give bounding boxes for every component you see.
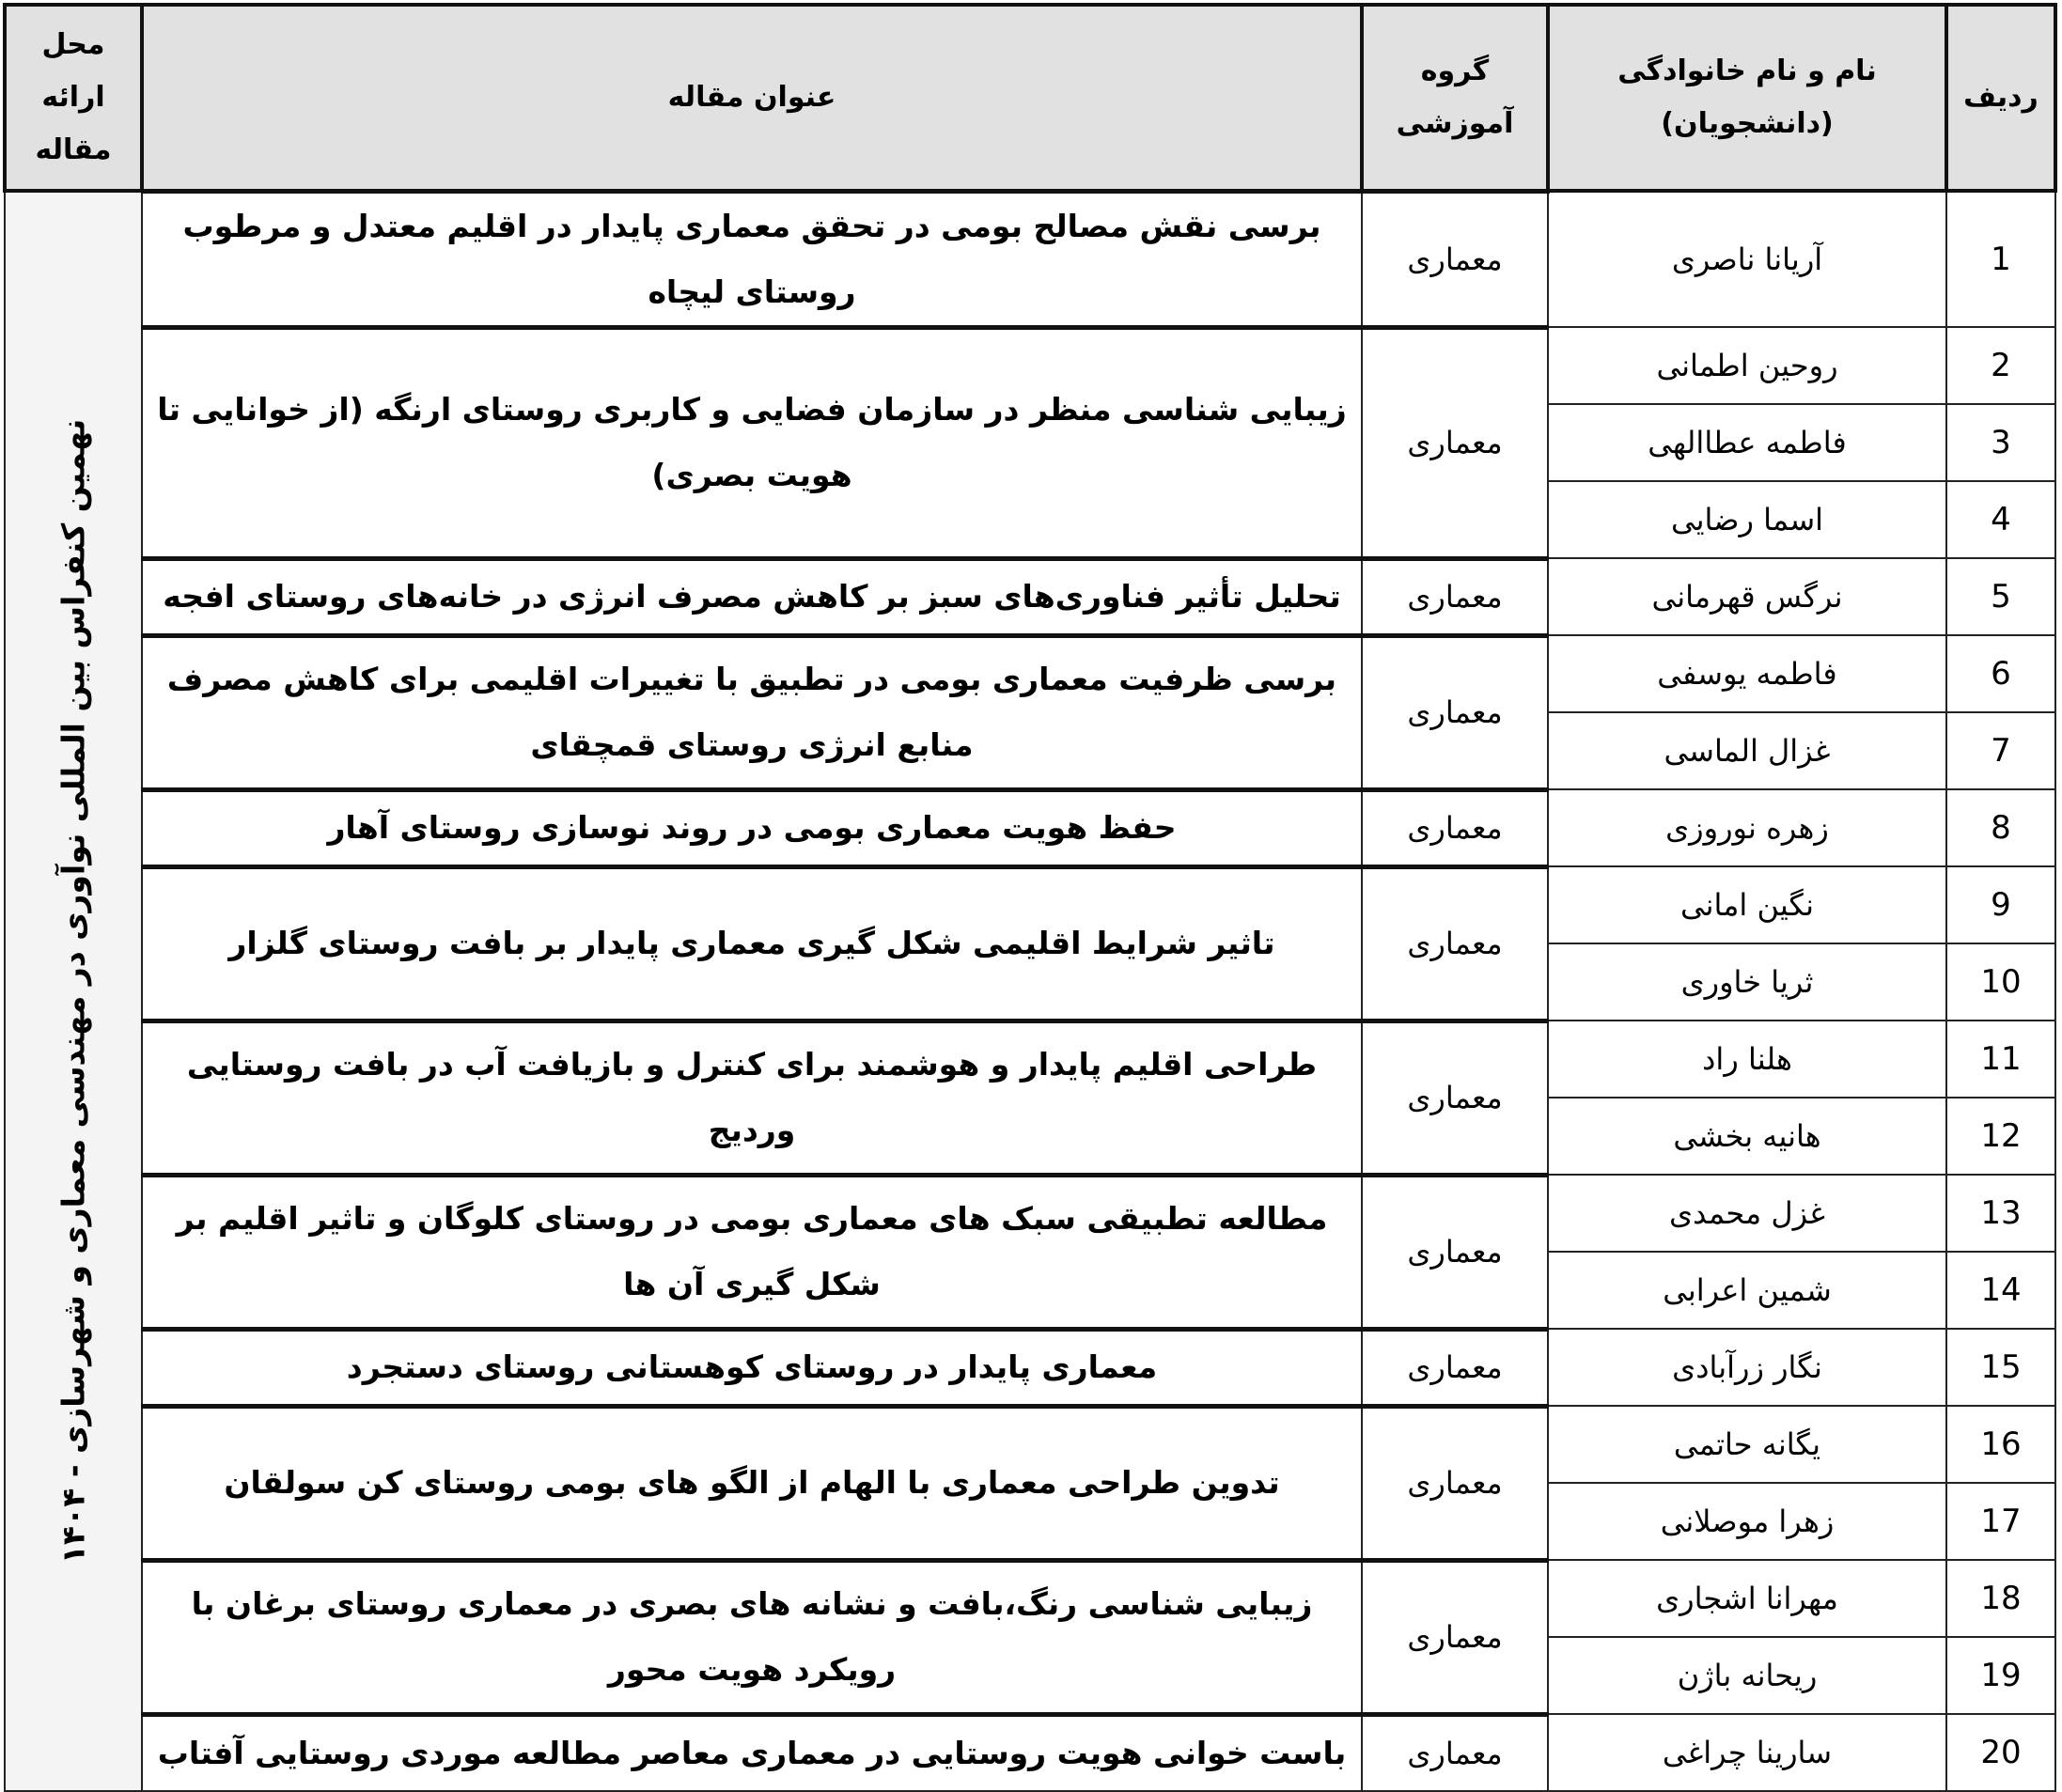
venue-text: نهمین کنفراس بین المللی نوآوری در مهندسی معماری و شهرسازی - ۱۴۰۴	[55, 418, 92, 1565]
row-index: 8	[1946, 789, 2055, 866]
paper-title: تاثیر شرایط اقلیمی شکل گیری معماری پایدار بر بافت روستای گلزار	[142, 866, 1362, 1021]
student-name: مهرانا اشجاری	[1548, 1560, 1946, 1637]
paper-group: معماری	[1362, 1714, 1548, 1791]
student-name: هانیه بخشی	[1548, 1098, 1946, 1175]
row-index: 6	[1946, 635, 2055, 712]
row-index: 7	[1946, 712, 2055, 789]
table-row	[5, 1714, 2055, 1791]
row-index: 5	[1946, 558, 2055, 635]
row-index: 19	[1946, 1637, 2055, 1714]
student-name: نرگس قهرمانی	[1548, 558, 1946, 635]
paper-title: مطالعه تطبیقی سبک های معماری بومی در روستای کلوگان و تاثیر اقلیم بر شکل گیری آن ها	[142, 1175, 1362, 1329]
paper-list-table	[3, 3, 2057, 1792]
student-name: فاطمه عطاالهی	[1548, 404, 1946, 481]
row-index: 11	[1946, 1021, 2055, 1098]
table-row	[5, 191, 2055, 327]
student-name: زهره نوروزی	[1548, 789, 1946, 866]
paper-group: معماری	[1362, 191, 1548, 327]
row-index: 13	[1946, 1175, 2055, 1252]
paper-title: برسی نقش مصالح بومی در تحقق معماری پایدار در اقلیم معتدل و مرطوب روستای لیچاه	[142, 191, 1362, 327]
paper-group: معماری	[1362, 558, 1548, 635]
row-index: 2	[1946, 327, 2055, 404]
table-header-row	[5, 5, 2055, 191]
row-index: 10	[1946, 943, 2055, 1021]
student-name: ریحانه باژن	[1548, 1637, 1946, 1714]
paper-title: حفظ هویت معماری بومی در روند نوسازی روستای آهار	[142, 789, 1362, 866]
table-row	[5, 327, 2055, 404]
paper-title: زیبایی شناسی منظر در سازمان فضایی و کاربری روستای ارنگه (از خوانایی تا هویت بصری)	[142, 327, 1362, 558]
paper-title: برسی ظرفیت معماری بومی در تطبیق با تغییرات اقلیمی برای کاهش مصرف منابع انرژی روستای قمچقای	[142, 635, 1362, 789]
row-index: 14	[1946, 1252, 2055, 1329]
student-name: هلنا راد	[1548, 1021, 1946, 1098]
table-row	[5, 1406, 2055, 1483]
table-row	[5, 558, 2055, 635]
row-index: 3	[1946, 404, 2055, 481]
paper-title: طراحی اقلیم پایدار و هوشمند برای کنترل و بازیافت آب در بافت روستایی وردیج	[142, 1021, 1362, 1175]
paper-group: معماری	[1362, 1021, 1548, 1175]
student-name: اسما رضایی	[1548, 481, 1946, 558]
row-index: 15	[1946, 1329, 2055, 1406]
paper-group: معماری	[1362, 635, 1548, 789]
row-index: 9	[1946, 866, 2055, 943]
paper-title: معماری پایدار در روستای کوهستانی روستای دستجرد	[142, 1329, 1362, 1406]
student-name: زهرا موصلانی	[1548, 1483, 1946, 1560]
row-index: 18	[1946, 1560, 2055, 1637]
paper-group: معماری	[1362, 1329, 1548, 1406]
paper-group: معماری	[1362, 327, 1548, 558]
student-name: فاطمه یوسفی	[1548, 635, 1946, 712]
table-row	[5, 635, 2055, 712]
paper-group: معماری	[1362, 866, 1548, 1021]
student-name: نگین امانی	[1548, 866, 1946, 943]
header-student-name: نام و نام خانوادگی (دانشجویان)	[1548, 5, 1946, 191]
paper-list-sheet	[3, 3, 2057, 1771]
paper-title: تحلیل تأثیر فناوری‌های سبز بر کاهش مصرف انرژی در خانه‌های روستای افجه	[142, 558, 1362, 635]
table-row	[5, 789, 2055, 866]
row-index: 16	[1946, 1406, 2055, 1483]
row-index: 17	[1946, 1483, 2055, 1560]
paper-title: تدوین طراحی معماری با الهام از الگو های بومی روستای کن سولقان	[142, 1406, 1362, 1560]
paper-title: باست خوانی هویت روستایی در معماری معاصر مطالعه موردی روستایی آفتاب	[142, 1714, 1362, 1791]
paper-group: معماری	[1362, 789, 1548, 866]
student-name: غزل محمدی	[1548, 1175, 1946, 1252]
table-row	[5, 1175, 2055, 1252]
student-name: سارینا چراغی	[1548, 1714, 1946, 1791]
student-name: غزال الماسی	[1548, 712, 1946, 789]
row-index: 12	[1946, 1098, 2055, 1175]
row-index: 20	[1946, 1714, 2055, 1791]
table-row	[5, 866, 2055, 943]
table-row	[5, 1021, 2055, 1098]
paper-group: معماری	[1362, 1406, 1548, 1560]
row-index: 1	[1946, 191, 2055, 327]
header-index: ردیف	[1946, 5, 2055, 191]
paper-group: معماری	[1362, 1175, 1548, 1329]
header-paper-title: عنوان مقاله	[142, 5, 1362, 191]
student-name: یگانه حاتمی	[1548, 1406, 1946, 1483]
venue-cell	[5, 191, 142, 1791]
header-venue: محل ارائه مقاله	[5, 5, 142, 191]
table-row	[5, 1329, 2055, 1406]
table-row	[5, 1560, 2055, 1637]
header-group: گروه آموزشی	[1362, 5, 1548, 191]
student-name: نگار زرآبادی	[1548, 1329, 1946, 1406]
student-name: ثریا خاوری	[1548, 943, 1946, 1021]
paper-title: زیبایی شناسی رنگ،بافت و نشانه های بصری در معماری روستای برغان با رویکرد هویت محور	[142, 1560, 1362, 1714]
student-name: آریانا ناصری	[1548, 191, 1946, 327]
row-index: 4	[1946, 481, 2055, 558]
paper-group: معماری	[1362, 1560, 1548, 1714]
student-name: روحین اطمانی	[1548, 327, 1946, 404]
student-name: شمین اعرابی	[1548, 1252, 1946, 1329]
